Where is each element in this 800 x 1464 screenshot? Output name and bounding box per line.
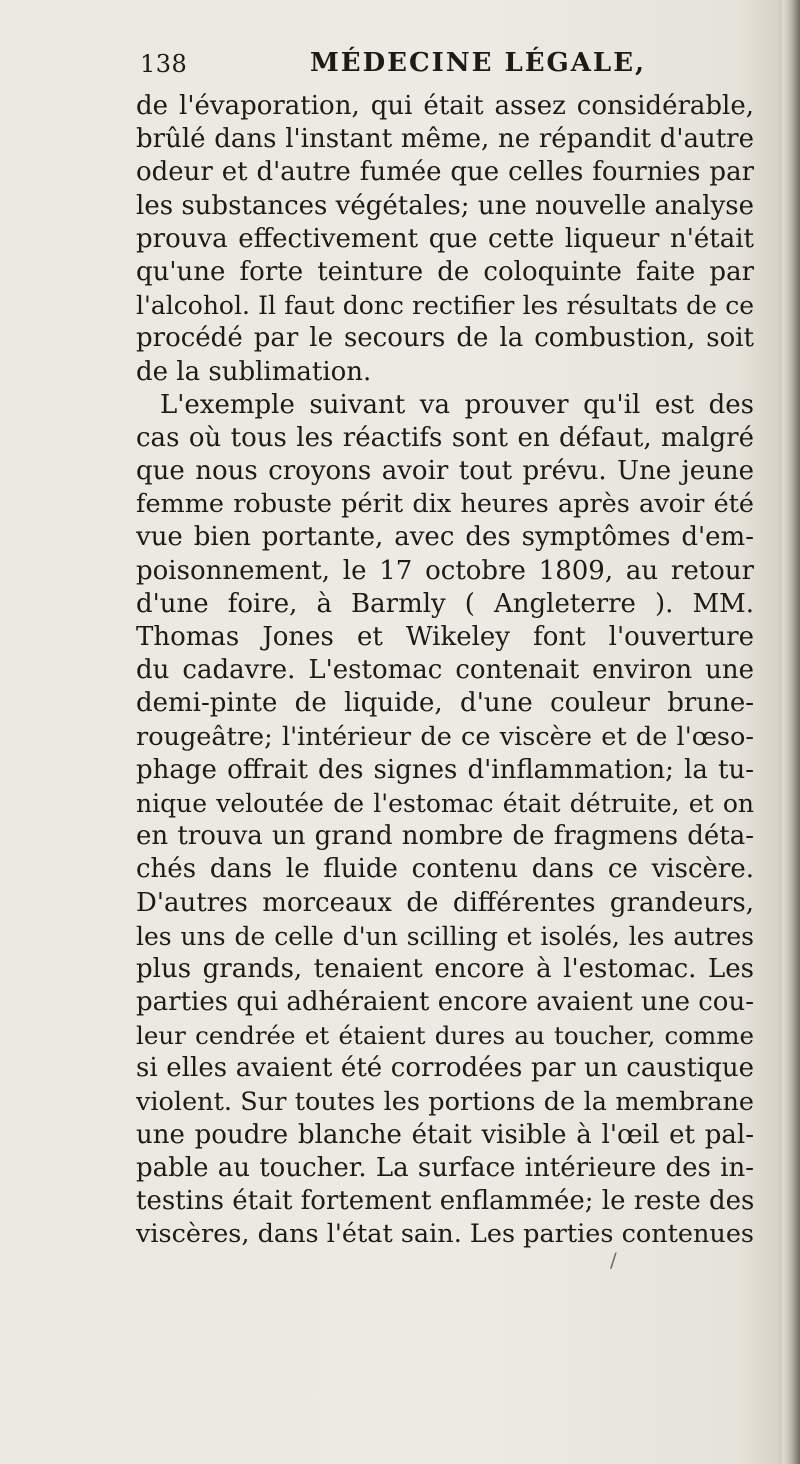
text-line: rougeâtre; l'intérieur de ce viscère et de l'œso- — [136, 721, 754, 752]
text-line: L'exemple suivant va prouver qu'il est des — [160, 389, 754, 420]
text-line: en trouva un grand nombre de fragmens déta- — [136, 821, 754, 852]
text-line: si elles avaient été corrodées par un caustique — [136, 1053, 754, 1084]
text-line: Thomas Jones et Wikeley font l'ouverture — [136, 622, 754, 652]
text-line: brûlé dans l'instant même, ne répandit d'autre — [136, 124, 754, 155]
text-line: demi-pinte de liquide, d'une couleur brune- — [136, 688, 754, 719]
text-line: cas où tous les réactifs sont en défaut, malgré — [136, 422, 754, 453]
text-line: de la sublimation. — [136, 356, 372, 387]
text-line: une poudre blanche était visible à l'œil et pal- — [136, 1119, 754, 1150]
text-line: leur cendrée et étaient dures au toucher, comme — [136, 1021, 754, 1051]
text-line: vue bien portante, avec des symptômes d'em- — [136, 522, 754, 553]
page-number: 138 — [140, 50, 188, 78]
text-line: D'autres morceaux de différentes grandeurs, — [136, 887, 754, 918]
text-line: parties qui adhéraient encore avaient une cou- — [136, 987, 754, 1018]
text-line: viscères, dans l'état sain. Les parties contenues — [136, 1219, 754, 1250]
text-line: du cadavre. L'estomac contenait environ une — [136, 655, 754, 686]
text-line: procédé par le secours de la combustion, soit — [136, 323, 754, 354]
text-line: pable au toucher. La surface intérieure des in- — [136, 1153, 754, 1183]
text-line: de l'évaporation, qui était assez considérable, — [136, 91, 754, 121]
text-line: odeur et d'autre fumée que celles fournies par — [136, 157, 754, 188]
text-line: d'une foire, à Barmly ( Angleterre ). MM. — [136, 588, 754, 619]
text-line: testins était fortement enflammée; le reste des — [136, 1186, 754, 1217]
text-line: les substances végétales; une nouvelle analyse — [136, 190, 754, 221]
text-line: chés dans le fluide contenu dans ce viscère. — [136, 854, 754, 885]
text-line: violent. Sur toutes les portions de la membrane — [136, 1086, 754, 1117]
running-head: MÉDECINE LÉGALE, — [310, 48, 647, 78]
text-line: l'alcohol. Il faut donc rectifier les résultats de ce — [136, 291, 754, 321]
text-line: poisonnement, le 17 octobre 1809, au retour — [136, 555, 754, 586]
text-line: plus grands, tenaient encore à l'estomac. Les — [136, 953, 754, 984]
text-line: phage offrait des signes d'inflammation; la tu- — [136, 754, 754, 785]
paper-speck: / — [610, 1248, 617, 1272]
page-header — [140, 44, 760, 84]
body-text — [136, 90, 754, 1252]
text-line: les uns de celle d'un scilling et isolés, les autres — [136, 921, 754, 951]
text-line: prouva effectivement que cette liqueur n'était — [136, 223, 754, 254]
text-line: qu'une forte teinture de coloquinte faite par — [136, 256, 754, 287]
text-line: que nous croyons avoir tout prévu. Une jeune — [136, 456, 754, 487]
page-edge-shadow — [782, 0, 800, 1464]
text-line: nique veloutée de l'estomac était détruite, et on — [136, 788, 754, 818]
text-line: femme robuste périt dix heures après avoir été — [136, 489, 754, 520]
